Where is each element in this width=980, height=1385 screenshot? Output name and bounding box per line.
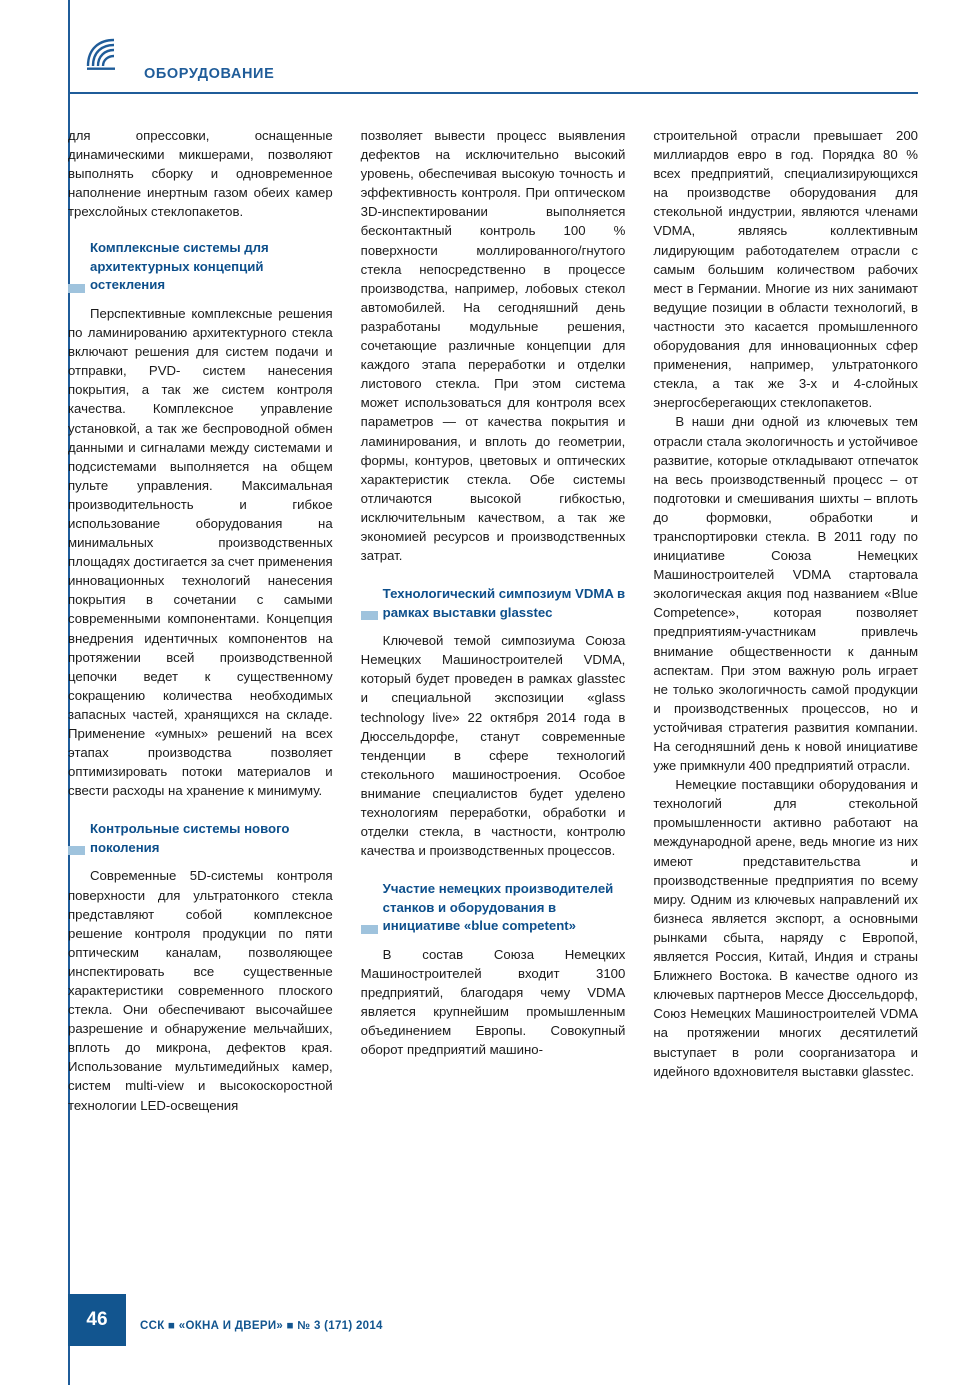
- paragraph: позволяет вывести процесс выявления дефектов на исключительно высокий уровень, обеспечивая высокую точность и эффективность контроля. При оптическом 3D-инспектировании выполняется бесконтактный контроль 100 % поверхности моллированного/гнутого стекла непосредственно в процессе производства, например, лобовых стекол автомобилей. На сегодняшний день разработаны модульные решения, сочетающие различные концепции для каждого этапа переработки и отделки листового стекла. При этом система может использоваться для контроля всех параметров — от качества покрытия и ламинирования, и вплоть до геометрии, формы, контуров, цветовых и оптических характеристик стекла. Обе системы отличаются высокой гибкостью, исключительным качеством, а так же экономией ресурсов и производственных затрат.: [360, 128, 626, 564]
- column-3: [653, 126, 918, 1115]
- paragraph: для опрессовки, оснащенные динамическими микшерами, позволяют выполнять сборку и одновременное наполнение инертным газом обеих камер трехслойных стеклопакетов.: [68, 128, 333, 220]
- subheading: [68, 239, 333, 295]
- subheading-text: Комплексные системы для архитектурных концепций остекления: [90, 240, 269, 293]
- footer-imprint: ССК ■ «ОКНА И ДВЕРИ» ■ № 3 (171) 2014: [140, 1320, 383, 1332]
- subheading-marker: [68, 846, 85, 855]
- subheading-text: Контрольные системы нового поколения: [90, 821, 290, 855]
- subheading-text: Участие немецких производителей станков и оборудования в инициативе «blue competent»: [382, 881, 614, 934]
- subheading-marker: [68, 284, 85, 293]
- page-number: 46: [86, 1309, 108, 1330]
- paragraph: Современные 5D-системы контроля поверхности для ультратонкого стекла представляют собой комплексное решение контроля продукции по пяти оптическим каналам, позволяющее инспектировать все существенные характеристики современного плоского стекла. Они обеспечивают высочайшее разрешение и обнаружение мельчайших, вплоть до микрона, дефектов края. Использование мультимедийных камер, систем multi-view и высокоскоростной технологии LED-освещения: [68, 868, 333, 1113]
- article-columns: [68, 126, 918, 1115]
- subheading: [361, 880, 626, 936]
- paragraph: Немецкие поставщики оборудования и технологий для стекольной промышленности активно работают на международной арене, ведь многие из них имеют представительства и производственные предприятия по всему миру. Одним из ключевых направлений их бизнеса является экспорт, а основными рынками сбыта, наряду с Европой, является Россия, Китай, Индия и страны Ближнего Востока. В качестве одного из ключевых партнеров Мессе Дюссельдорф, Союз Немецких Машиностроителей VDMA на протяжении многих десятилетий выступает в роли соорганизатора и идейного вдохновителя выставки glasstec.: [653, 777, 919, 1079]
- column-2: [361, 126, 626, 1115]
- paragraph: В наши дни одной из ключевых тем отрасли стала экологичность и устойчивое развитие, которые откладывают отпечаток на весь производственный процесс – от подготовки и смешивания шихты – вплоть до формовки, обработки и транспортировки стекла. В 2011 году по инициативе Союза Немецких Машиностроителей VDMA стартовала экологическая акция под названием «Blue Competence», которая позволяет предприятиям-участникам привлечь внимание общественности к данным аспектам. При этом важную роль играет не только экологичность самой продукции и производственных процессов, но и устойчивая стратегия развития компании. На сегодняшний день к новой инициативе уже примкнули 400 предприятий отрасли.: [653, 414, 919, 774]
- paragraph: строительной отрасли превышает 200 миллиардов евро в год. Порядка 80 % всех предприятий, специализирующихся на производстве оборудования для стекольной индустрии, являются членами VDMA, являясь коллективным лидирующим работодателем отрасли с самым большим количеством рабочих мест в Германии. Многие из них занимают ведущие позиции в области технологий, в частности это касается промышленного оборудования для инновационных сфер применения, например, ультратонкого стекла, а так же 3-х и 4-слойных энергосберегающих стеклопакетов.: [653, 128, 919, 411]
- header-divider: [68, 92, 918, 94]
- subheading-text: Технологический симпозиум VDMA в рамках выставки glasstec: [382, 586, 626, 620]
- paragraph: В состав Союза Немецких Машиностроителей входит 3100 предприятий, благодаря чему VDMA является крупнейшим промышленным объединением Европы. Совокупный оборот предприятий машино-: [360, 946, 626, 1058]
- subheading-marker: [361, 611, 378, 620]
- subheading-marker: [361, 925, 378, 934]
- paragraph: Перспективные комплексные решения по ламинированию архитектурного стекла включают решения для систем подачи и отправки, PVD- систем нанесения покрытия, а так же систем контроля качества. Комплексное управление установкой, а так же беспроводной обмен данными и сигналами между системами и подсистемами выполняется на общем пульте управления. Максимальная производительность и гибкое использование оборудования на минимальных производственных площадях достигается за счет применения инновационных технологий нанесения покрытия в сочетании с самыми современными компонентами. Концепция внедрения идентичных компонентов на протяжении всей производственной цепочки ведет к существенному сокращению количества необходимых запасных частей, хранящихся на складе. Применение «умных» решений на всех этапах производства позволяет оптимизировать потоки материалов и свести расходы на хранение к минимуму.: [68, 305, 333, 799]
- subheading: [361, 585, 626, 622]
- page-header: [68, 26, 918, 92]
- page-section-title: ОБОРУДОВАНИЕ: [144, 66, 275, 82]
- column-1: [68, 126, 333, 1115]
- subheading: [68, 820, 333, 857]
- magazine-logo-icon: [80, 32, 126, 78]
- paragraph: Ключевой темой симпозиума Союза Немецких Машиностроителей VDMA, который будет проведен в рамках glasstec и специальной экспозиции «glass technology live» 22 октября 2014 года в Дюссельдорфе, станут современные тенденции в сфере технологий стекольного машиностроения. Особое внимание специалистов будет уделено технологиям переработки, обработки и отделки стекла, в частности, контролю качества и производственных процессов.: [360, 633, 626, 859]
